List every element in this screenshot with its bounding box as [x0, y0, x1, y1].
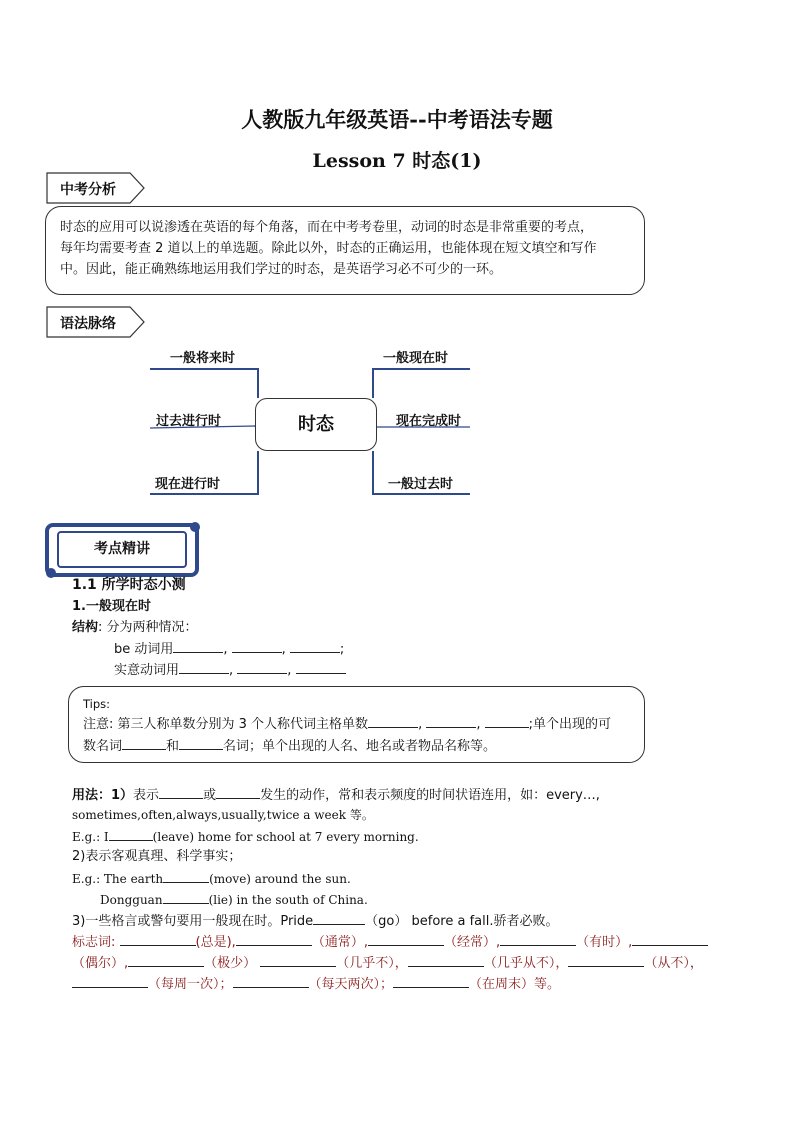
marker-label: 标志词:	[72, 935, 116, 950]
analysis-line: 中。因此，能正确熟练地运用我们学过的时态，是英语学习必不可少的一环。	[60, 262, 503, 277]
tips-text: ;单个出现的可	[528, 717, 611, 732]
blank[interactable]	[426, 713, 476, 728]
document-title: 人教版九年级英语--中考语法专题	[241, 107, 553, 132]
usage-1-line	[72, 784, 600, 806]
example-text: Dongguan	[100, 893, 163, 907]
blank[interactable]	[163, 868, 209, 883]
blank[interactable]	[568, 952, 644, 967]
marker-item: （每天两次）；	[308, 977, 394, 992]
tips-label: Tips:	[83, 697, 111, 711]
section-subheading: 1.一般现在时	[72, 599, 151, 614]
mind-map-lines	[0, 0, 794, 520]
structure-line	[72, 618, 198, 638]
blank[interactable]	[393, 973, 469, 988]
blank[interactable]	[109, 826, 153, 841]
action-verb-line: 实意动词用 , ,	[114, 659, 346, 681]
blank[interactable]	[296, 659, 346, 674]
marker-item: （经常）,	[443, 935, 501, 950]
tips-box	[68, 686, 645, 763]
branch-past-continuous: 过去进行时	[156, 414, 222, 429]
be-verb-label: be 动词用	[114, 642, 174, 657]
blank[interactable]	[179, 735, 223, 750]
blank[interactable]	[128, 952, 204, 967]
blank[interactable]	[216, 784, 260, 799]
blank[interactable]	[290, 638, 340, 653]
marker-item: (总是),	[195, 935, 236, 950]
marker-item: （有时）,	[576, 935, 633, 950]
blank[interactable]	[233, 973, 309, 988]
structure-label: 结构	[72, 620, 99, 635]
tips-text: 和	[166, 739, 180, 754]
action-verb-label: 实意动词用	[114, 663, 180, 678]
usage-text: 发生的动作，常和表示频度的时间状语连用，如：every…,	[260, 788, 600, 803]
branch-present-perfect: 现在完成时	[396, 414, 462, 429]
example-text: (leave) home for school at 7 every morning.	[152, 830, 419, 844]
usage-text: 或	[203, 788, 217, 803]
tips-text: 数名词	[83, 739, 123, 754]
blank[interactable]	[232, 638, 282, 653]
grammar-tag-label: 语法脉络	[60, 316, 116, 332]
marker-item: （几乎不），	[336, 956, 408, 971]
example-text: (lie) in the south of China.	[208, 893, 368, 907]
usage-2-line: 2)表示客观真理、科学事实；	[72, 849, 242, 864]
example-text: E.g.: I	[72, 830, 109, 844]
blank[interactable]	[236, 931, 312, 946]
marker-item: （几乎从不），	[483, 956, 569, 971]
blank[interactable]	[163, 889, 209, 904]
marker-line-2	[72, 952, 703, 974]
usage-text: 3)一些格言或警句要用一般现在时。Pride	[72, 914, 314, 929]
example-text: E.g.: The earth	[72, 872, 164, 886]
blank[interactable]	[408, 952, 484, 967]
blank[interactable]	[159, 784, 203, 799]
section-tag: 考点精讲	[57, 531, 187, 568]
example-text: (move) around the sun.	[209, 872, 351, 886]
marker-item: （通常）,	[311, 935, 368, 950]
blank[interactable]	[632, 931, 708, 946]
marker-line-3	[72, 973, 560, 995]
marker-item: （每周一次）；	[148, 977, 233, 992]
marker-item: （在周末）等。	[469, 977, 561, 992]
usage-text: （go） before a fall.骄者必败。	[365, 914, 559, 929]
blank[interactable]	[122, 735, 166, 750]
marker-line-1	[72, 931, 708, 953]
usage-1-examples: sometimes,often,always,usually,twice a week 等。	[72, 808, 374, 822]
branch-past-simple: 一般过去时	[388, 477, 454, 492]
blank[interactable]	[485, 713, 529, 728]
analysis-line: 每年均需要考查 2 道以上的单选题。除此以外，时态的正确运用，也能体现在短文填空和写作	[60, 241, 597, 256]
blank[interactable]	[500, 931, 576, 946]
blank[interactable]	[260, 952, 336, 967]
branch-present-continuous: 现在进行时	[155, 477, 221, 492]
tips-text: 注意: 第三人称单数分别为 3 个人称代词主格单数	[83, 717, 369, 732]
example-3	[100, 889, 368, 910]
structure-text: : 分为两种情况：	[98, 620, 198, 635]
blank[interactable]	[368, 713, 418, 728]
blank[interactable]	[173, 638, 223, 653]
blank[interactable]	[313, 910, 365, 925]
blank[interactable]	[72, 973, 148, 988]
blank[interactable]	[237, 659, 287, 674]
analysis-line: 时态的应用可以说渗透在英语的每个角落，而在中考考卷里，动词的时态是非常重要的考点，	[60, 220, 594, 235]
tips-line-2	[83, 735, 630, 757]
example-2	[72, 868, 351, 889]
usage-label: 用法：1）	[72, 788, 134, 803]
marker-item: （从不），	[644, 956, 703, 971]
blank[interactable]	[120, 931, 196, 946]
be-verb-line: be 动词用 , , ;	[114, 638, 344, 660]
section-heading: 1.1 所学时态小测	[72, 577, 186, 593]
branch-present-simple: 一般现在时	[383, 351, 449, 366]
blank[interactable]	[179, 659, 229, 674]
usage-3-line	[72, 910, 558, 932]
example-1	[72, 826, 419, 847]
analysis-tag-label: 中考分析	[60, 182, 116, 198]
marker-item: （偶尔）,	[72, 956, 129, 971]
blank[interactable]	[368, 931, 444, 946]
tips-text: 名词；单个出现的人名、地名或者物品名称等。	[223, 739, 497, 754]
branch-future-simple: 一般将来时	[170, 351, 236, 366]
lesson-subtitle: Lesson 7 时态(1)	[312, 150, 482, 172]
tips-line-1: 注意: 第三人称单数分别为 3 个人称代词主格单数 , , ;单个出现的可	[83, 713, 630, 735]
marker-item: （极少）	[204, 956, 257, 971]
usage-text: 表示	[133, 788, 160, 803]
mind-map-center: 时态	[255, 398, 377, 451]
